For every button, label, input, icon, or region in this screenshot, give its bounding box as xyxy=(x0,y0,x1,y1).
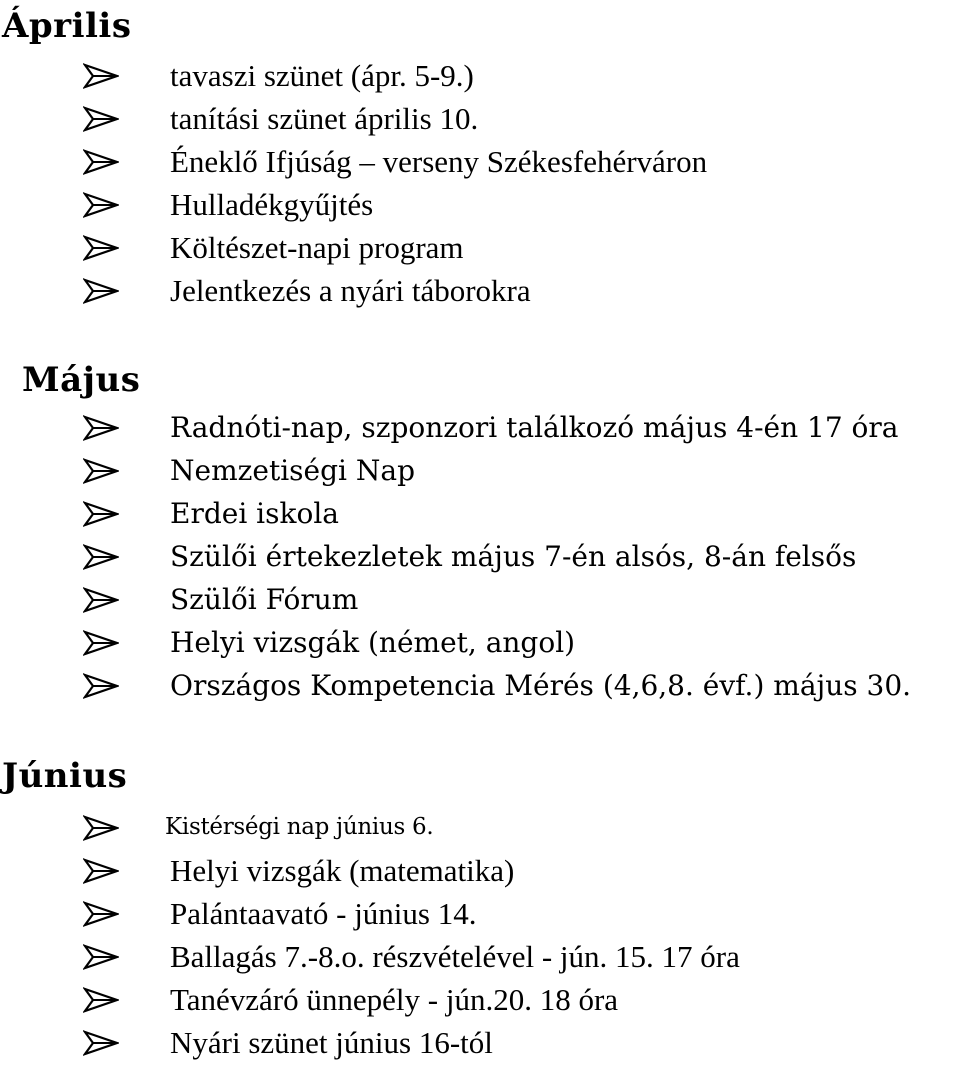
list-item-text: Radnóti-nap, szponzori találkozó május 4-én 17 óra xyxy=(170,411,899,444)
list-item-text: Éneklő Ifjúság – verseny Székesfehérváron xyxy=(170,144,708,179)
arrowhead-bullet-icon xyxy=(83,235,119,261)
list-item-text: Helyi vizsgák (német, angol) xyxy=(170,626,576,659)
arrowhead-bullet-icon xyxy=(83,192,119,218)
list-item-text: Jelentkezés a nyári táborokra xyxy=(170,273,531,308)
list-item-text: Költészet-napi program xyxy=(170,230,464,265)
arrowhead-bullet-icon xyxy=(83,149,119,175)
list-item-text: Helyi vizsgák (matematika) xyxy=(170,853,515,888)
arrowhead-bullet-icon xyxy=(83,901,119,927)
list-item-text: Országos Kompetencia Mérés (4,6,8. évf.) május 30. xyxy=(170,669,912,702)
arrowhead-bullet-icon xyxy=(83,63,119,89)
arrowhead-bullet-icon xyxy=(83,1030,119,1056)
arrowhead-bullet-icon xyxy=(83,415,119,441)
list-item-text: tavaszi szünet (ápr. 5-9.) xyxy=(170,58,474,93)
list-item-text: Erdei iskola xyxy=(170,497,339,530)
arrowhead-bullet-icon xyxy=(83,458,119,484)
list-item-text: Tanévzáró ünnepély - jún.20. 18 óra xyxy=(170,982,619,1017)
list-item-text: Palántaavató - június 14. xyxy=(170,896,477,931)
list-item-text: Szülői Fórum xyxy=(170,583,359,616)
list-item-text: Nemzetiségi Nap xyxy=(170,454,415,487)
arrowhead-bullet-icon xyxy=(83,987,119,1013)
list-item-text: Kistérségi nap június 6. xyxy=(165,814,434,840)
list-item-text: Hulladékgyűjtés xyxy=(170,187,374,222)
arrowhead-bullet-icon xyxy=(83,106,119,132)
arrowhead-bullet-icon xyxy=(83,815,119,841)
list-item-text: tanítási szünet április 10. xyxy=(170,101,479,136)
arrowhead-bullet-icon xyxy=(83,673,119,699)
list-item-text: Ballagás 7.-8.o. részvételével - jún. 15. 17 óra xyxy=(170,939,740,974)
arrowhead-bullet-icon xyxy=(83,587,119,613)
section-heading-aprilis: Április xyxy=(2,6,132,46)
section-heading-junius: Június xyxy=(2,756,128,796)
list-item-text: Szülői értekezletek május 7-én alsós, 8-án felsős xyxy=(170,540,857,573)
arrowhead-bullet-icon xyxy=(83,278,119,304)
arrowhead-bullet-icon xyxy=(83,501,119,527)
section-heading-majus: Május xyxy=(22,360,141,400)
arrowhead-bullet-icon xyxy=(83,858,119,884)
list-item-text: Nyári szünet június 16-tól xyxy=(170,1025,493,1060)
arrowhead-bullet-icon xyxy=(83,544,119,570)
arrowhead-bullet-icon xyxy=(83,630,119,656)
arrowhead-bullet-icon xyxy=(83,944,119,970)
